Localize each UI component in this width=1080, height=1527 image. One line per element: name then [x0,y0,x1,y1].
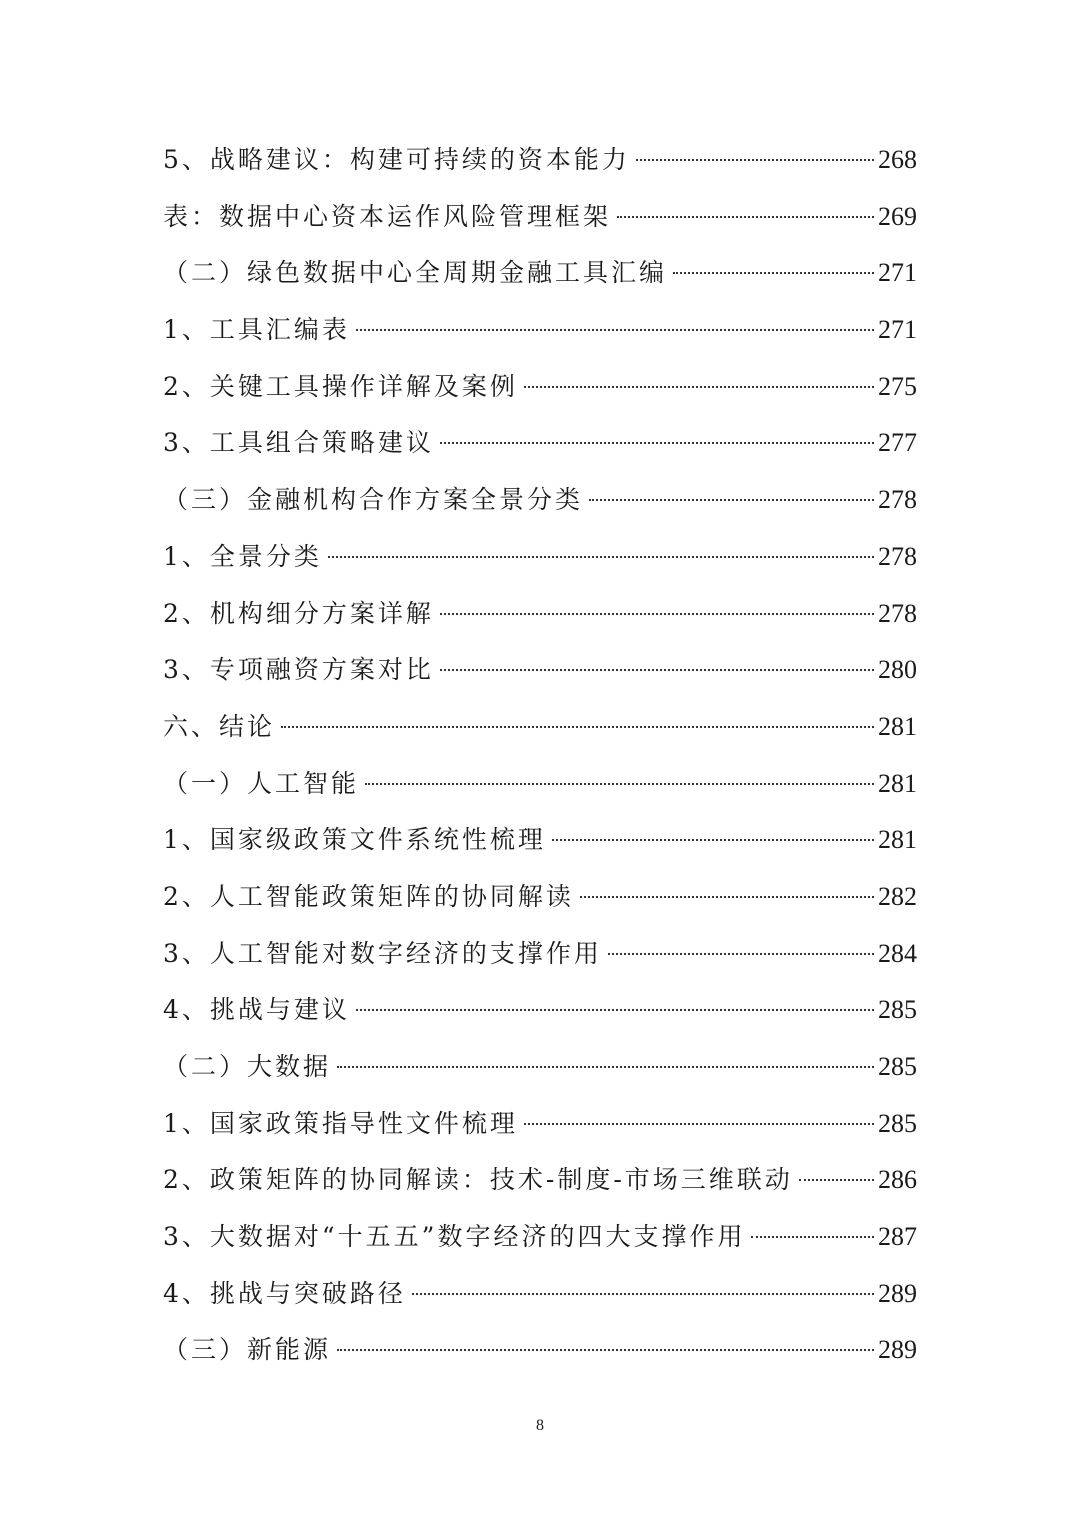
toc-entry-page-number: 284 [878,938,917,968]
toc-entry-page-number: 269 [878,201,917,231]
toc-entry-page-number: 286 [878,1165,917,1195]
toc-entry-title: 表：数据中心资本运作风险管理框架 [163,201,612,231]
toc-entry-title: （三）新能源 [163,1335,332,1365]
toc-entry-page-number: 281 [878,825,917,855]
toc-entry-page-number: 285 [878,995,917,1025]
toc-entry[interactable] [163,1152,917,1209]
dot-leader [440,442,874,444]
toc-entry-page-number: 277 [878,428,917,458]
toc-entry-title: 3、工具组合策略建议 [163,428,434,458]
toc-entry-title: （一）人工智能 [163,768,360,798]
toc-entry[interactable] [163,132,917,189]
dot-leader [617,216,874,218]
dot-leader [328,556,874,558]
toc-entry-page-number: 275 [878,371,917,401]
toc-entry[interactable] [163,529,917,586]
dot-leader [281,726,874,728]
toc-entry[interactable] [163,1266,917,1323]
toc-entry-title: 1、全景分类 [163,541,322,571]
dot-leader [636,159,874,161]
dot-leader [673,272,874,274]
toc-entry-title: （三）金融机构合作方案全景分类 [163,485,584,515]
toc-entry-page-number: 285 [878,1108,917,1138]
toc-entry[interactable] [163,1039,917,1096]
toc-entry[interactable] [163,812,917,869]
toc-entry-page-number: 280 [878,655,917,685]
toc-entry-page-number: 281 [878,768,917,798]
dot-leader [440,669,874,671]
toc-entry-title: 1、国家级政策文件系统性梳理 [163,825,546,855]
toc-entry-title: 4、挑战与建议 [163,995,350,1025]
dot-leader [751,1236,874,1238]
dot-leader [589,499,874,501]
dot-leader [580,896,874,898]
toc-entry-title: 六、结论 [163,711,276,741]
toc-entry[interactable] [163,926,917,983]
toc-entry-page-number: 278 [878,598,917,628]
toc-entry[interactable] [163,359,917,416]
dot-leader [337,1349,874,1351]
dot-leader [412,1293,874,1295]
toc-entry-page-number: 278 [878,541,917,571]
toc-entry-page-number: 289 [878,1278,917,1308]
toc-entry-page-number: 282 [878,881,917,911]
dot-leader [337,1066,874,1068]
toc-entry[interactable] [163,302,917,359]
dot-leader [524,1123,874,1125]
toc-entry[interactable] [163,869,917,926]
toc-entry[interactable] [163,415,917,472]
toc-entry[interactable] [163,1209,917,1266]
toc-entry-title: 2、政策矩阵的协同解读：技术-制度-市场三维联动 [163,1165,793,1195]
toc-entry-title: 2、机构细分方案详解 [163,598,434,628]
toc-entry-title: 4、挑战与突破路径 [163,1278,406,1308]
toc-entry-page-number: 289 [878,1335,917,1365]
toc-entry-page-number: 271 [878,315,917,345]
dot-leader [608,953,874,955]
toc-entry-title: （二）绿色数据中心全周期金融工具汇编 [163,258,668,288]
table-of-contents [163,132,917,1379]
toc-entry[interactable] [163,699,917,756]
toc-entry[interactable] [163,982,917,1039]
toc-entry[interactable] [163,245,917,302]
toc-entry-title: 2、关键工具操作详解及案例 [163,371,518,401]
dot-leader [524,386,874,388]
dot-leader [356,329,874,331]
toc-entry[interactable] [163,1096,917,1153]
toc-entry[interactable] [163,586,917,643]
page-number: 8 [536,1417,544,1434]
dot-leader [799,1179,874,1181]
toc-entry-title: 1、工具汇编表 [163,315,350,345]
toc-entry[interactable] [163,642,917,699]
toc-entry-title: 2、人工智能政策矩阵的协同解读 [163,881,574,911]
toc-entry-page-number: 268 [878,145,917,174]
dot-leader [552,839,874,841]
toc-entry-page-number: 271 [878,258,917,288]
dot-leader [356,1009,874,1011]
toc-entry-page-number: 285 [878,1052,917,1081]
toc-entry[interactable] [163,1322,917,1379]
toc-entry-page-number: 281 [878,711,917,741]
dot-leader [440,613,874,615]
toc-entry-title: 5、战略建议：构建可持续的资本能力 [163,145,630,174]
toc-entry-title: 3、大数据对“十五五”数字经济的四大支撑作用 [163,1222,746,1252]
toc-entry[interactable] [163,189,917,246]
toc-entry-title: 3、专项融资方案对比 [163,655,434,685]
toc-entry-title: 1、国家政策指导性文件梳理 [163,1108,518,1138]
toc-entry[interactable] [163,756,917,813]
toc-entry-title: （二）大数据 [163,1052,332,1081]
toc-entry-page-number: 287 [878,1222,917,1252]
toc-entry[interactable] [163,472,917,529]
dot-leader [365,783,874,785]
toc-entry-title: 3、人工智能对数字经济的支撑作用 [163,938,602,968]
toc-entry-page-number: 278 [878,485,917,515]
